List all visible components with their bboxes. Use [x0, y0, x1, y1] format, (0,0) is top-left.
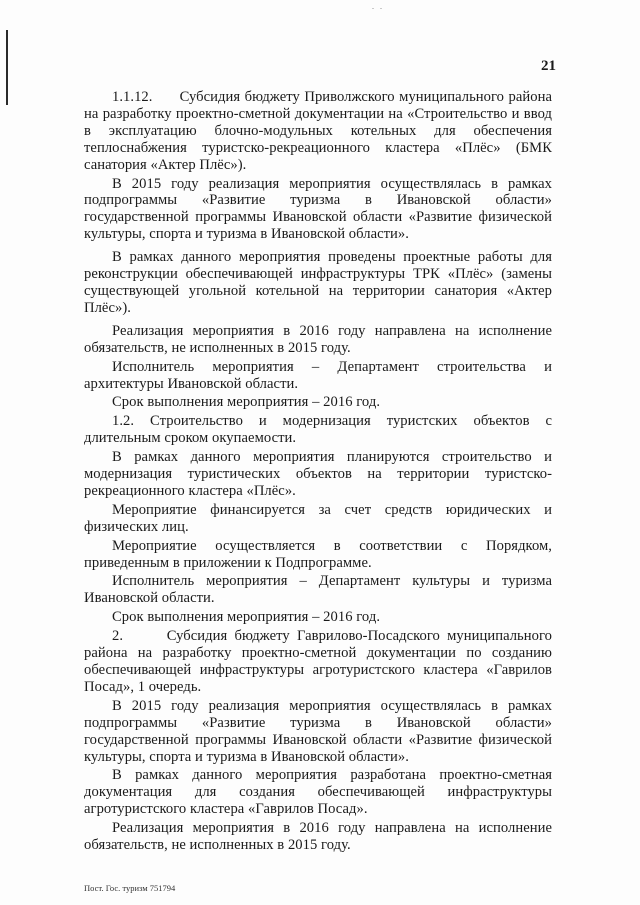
paragraph: Исполнитель мероприятия – Департамент строительства и архитектуры Ивановской области.	[84, 358, 552, 392]
paragraph: Реализация мероприятия в 2016 году направлена на исполнение обязательств, не исполненных в 2015 году.	[84, 322, 552, 356]
scan-dots: . .	[372, 2, 384, 11]
paragraph: В рамках данного мероприятия разработана проектно-сметная документация для создания обеспечивающей инфраструктуры агротуристского кластера «Гаврилов Посад».	[84, 767, 552, 818]
paragraph: В рамках данного мероприятия проведены проектные работы для реконструкции обеспечивающей инфраструктуры ТРК «Плёс» (замены существующей угольной котельной на территории санатория «Актер Плёс»).	[84, 249, 552, 316]
paragraph: Срок выполнения мероприятия – 2016 год.	[112, 609, 381, 626]
paragraph-1-1-12: 1.1.12. Субсидия бюджету Приволжского муниципального района на разработку проектно-сметной документации на «Строительство и ввод в эксплуатацию блочно-модульных котельных для обеспечения теплоснабжения туристско-рекреационного кластера «Плёс» (БМК санатория «Актер Плёс»).	[84, 89, 552, 173]
footer-code: Пост. Гос. туризм 751794	[84, 883, 176, 893]
paragraph-1-2: 1.2. Строительство и модернизация туристских объектов с длительным сроком окупаемости.	[84, 413, 552, 447]
paragraph: В рамках данного мероприятия планируются строительство и модернизация туристических объектов на территории туристско-рекреационного кластера «Плёс».	[84, 449, 552, 499]
paragraph: В 2015 году реализация мероприятия осуществлялась в рамках подпрограммы «Развитие туризма в Ивановской области» государственной программы Ивановской области «Развитие физической культуры, спорта и туризма в Ивановской области».	[84, 697, 552, 765]
paragraph: Срок выполнения мероприятия – 2016 год.	[112, 394, 381, 411]
scan-edge-mark	[6, 30, 8, 105]
paragraph-2: 2. Субсидия бюджету Гаврилово-Посадского муниципального района на разработку проектно-сметной документации по созданию обеспечивающей инфраструктуры агротуристского кластера «Гаврилов Посад», 1 очередь.	[84, 628, 552, 695]
paragraph: Мероприятие финансируется за счет средств юридических и физических лиц.	[84, 501, 552, 535]
page-number: 21	[541, 58, 556, 74]
paragraph: Исполнитель мероприятия – Департамент культуры и туризма Ивановской области.	[84, 573, 552, 607]
paragraph: Реализация мероприятия в 2016 году направлена на исполнение обязательств, не исполненных в 2015 году.	[84, 820, 552, 854]
document-body	[84, 89, 552, 854]
paragraph: Мероприятие осуществляется в соответствии с Порядком, приведенным в приложении к Подпрограмме.	[84, 537, 552, 571]
paragraph: В 2015 году реализация мероприятия осуществлялась в рамках подпрограммы «Развитие туризма в Ивановской области» государственной программы Ивановской области «Развитие физической культуры, спорта и туризма в Ивановской области».	[84, 175, 552, 243]
